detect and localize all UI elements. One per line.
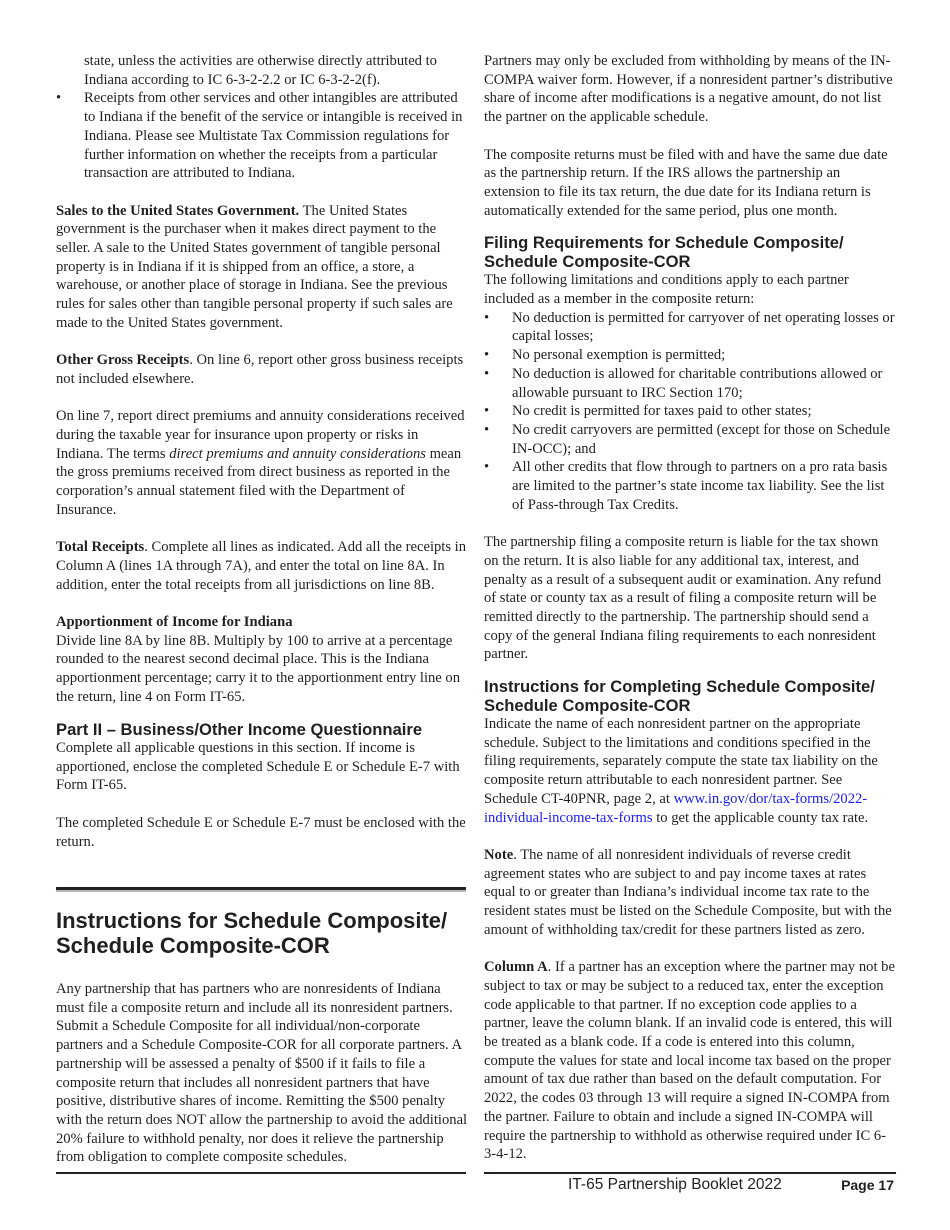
bullet-icon: •	[484, 365, 490, 382]
other-gross-lead: Other Gross Receipts	[56, 352, 190, 369]
bullet-icon: •	[484, 421, 490, 438]
list-item: • No deduction is permitted for carryover of net operating losses or capital losses;	[484, 309, 895, 345]
bullet-icon: •	[484, 459, 490, 476]
liability-text: The partnership filing a composite return is liable for the tax shown on the return. It is also liable for any additional tax, interest, and penalty as a result of a subsequent audit or examination. Any refund of state or county tax as a result of filing a composite return will be remitted directly to the partnership. The partnership should send a copy of the general Indiana filing requirements to each nonresident partner.	[484, 534, 882, 663]
page-number: Page 17	[841, 1177, 894, 1193]
due-date-text: The composite returns must be filed with and have the same due date as the partnership return. If the IRS allows the partnership an extension to file its tax return, the due date for its Indiana return is automatically extended for the same period, plus one month.	[484, 146, 888, 219]
us-government-lead: Sales to the United States Government.	[56, 202, 300, 219]
continued-bullet-text: state, unless the activities are otherwise directly attributed to Indiana according to IC 6-3-2-2.2 or IC 6-3-2-2(f).	[84, 53, 437, 88]
left-column	[56, 52, 468, 851]
line7-paragraph: On line 7, report direct premiums and annuity considerations received during the taxable year for insurance upon property or risks in Indiana. The terms direct premiums and annuity considerations mean the gross premiums received from direct business as reported in the corporation’s annual statement filed with the Department of Insurance.	[56, 408, 465, 518]
us-government-paragraph: Sales to the United States Government. The United States government is the purchaser when it makes direct payment to the seller. A sale to the United States government of tangible personal property is in Indiana if it is shipped from an office, a store, a warehouse, or another place of storage in Indiana. See the previous rules for sales other than tangible personal property if such sales are made to the United States government.	[56, 202, 453, 331]
list-item: • No deduction is allowed for charitable contributions allowed or allowable pursuant to IRC Section 170;	[484, 365, 883, 401]
bottom-rule-right	[484, 1172, 896, 1174]
part2-text2: The completed Schedule E or Schedule E-7 must be enclosed with the return.	[56, 814, 466, 850]
apportionment-text: Divide line 8A by line 8B. Multiply by 100 to arrive at a percentage rounded to the nearest second decimal place. This is the Indiana apportionment percentage; carry it to the apportionment entry line on the return, line 4 on Form IT-65.	[56, 632, 461, 705]
composite-heading: Instructions for Schedule Composite/ Schedule Composite-COR	[56, 908, 448, 958]
list-item: • No credit carryovers are permitted (except for those on Schedule IN-OCC); and	[484, 421, 891, 457]
part2-text1: Complete all applicable questions in this section. If income is apportioned, enclose the completed Schedule E or Schedule E-7 with Form IT-65.	[56, 740, 460, 794]
excluded-text: Partners may only be excluded from withholding by means of the IN-COMPA waiver form. However, if a nonresident partner’s distributive share of income after modifications is a negative amount, do not list the partner on the applicable schedule.	[484, 53, 893, 126]
total-receipts-lead: Total Receipts	[56, 539, 145, 556]
page-footer	[484, 1176, 896, 1196]
bullet-icon: •	[56, 90, 62, 107]
composite-text: Any partnership that has partners who are nonresidents of Indiana must file a composite return and include all its nonresident partners. Submit a Schedule Composite for all individual/non-corporate partners and a Schedule Composite-COR for all corporate partners. A partnership will be assessed a penalty of $500 if it fails to file a composite return that includes all nonresident partners that have positive, distributive shares of income. Remitting the $500 penalty with the return does NOT allow the partnership to avoid the additional 20% failure to withhold penalty, nor does it relieve the partnership from obligation to complete composite schedules.	[56, 981, 468, 1166]
note-paragraph: Note. The name of all nonresident individuals of reverse credit agreement states who are subject to and pay income taxes at rates equal to or greater than Indiana’s individual income tax rate to the resident states must be listed on the Schedule Composite, but with the amount of withholding tax/credit for these partners listed as zero.	[484, 846, 892, 938]
bottom-rule-left	[56, 1172, 466, 1174]
column-a-paragraph: Column A. If a partner has an exception where the partner may not be subject to tax or may be subject to a reduced tax, enter the exception code applicable to that partner. If no exception code applies to a partner, leave the column blank. If an invalid code is entered, this will be treated as a blank code. If a code is entered into this column, compute the values for state and local income tax based on the proper amount of tax due rather than based on the default computation. For 2022, the codes 03 through 13 will require a signed IN-COMPA from the partner. Failure to obtain and include a signed IN-COMPA will require the partnership to withhold as otherwise required under IC 6-3-4-12.	[484, 959, 895, 1163]
completing-heading: Instructions for Completing Schedule Composite/ Schedule Composite-COR	[484, 677, 875, 715]
tax-forms-link[interactable]: www.in.gov/dor/tax-forms/2022-individual-income-tax-forms	[484, 790, 868, 826]
list-item	[56, 89, 468, 183]
other-gross-receipts-paragraph: Other Gross Receipts. On line 6, report other gross business receipts not included elsewhere.	[56, 352, 464, 387]
part2-heading: Part II – Business/Other Income Questionnaire	[56, 719, 423, 739]
completing-text: Indicate the name of each nonresident partner on the appropriate schedule. Subject to the limitations and conditions specified in the filing requirements, separately compute the state tax liability on the composite return attributable to each nonresident partner. See Schedule CT-40PNR, page 2, at www.in.gov/dor/tax-forms/2022-individual-income-tax-forms to get the applicable county tax rate.	[484, 716, 878, 826]
apportionment-heading: Apportionment of Income for Indiana	[56, 614, 293, 631]
bullet-icon: •	[484, 403, 490, 420]
list-item: • All other credits that flow through to partners on a pro rata basis are limited to the partner’s state income tax liability. See the list of Pass-through Tax Credits.	[484, 459, 888, 513]
note-lead: Note	[484, 846, 514, 863]
bullet-list	[56, 89, 468, 183]
filing-requirements-intro: The following limitations and conditions apply to each partner included as a member in the composite return:	[484, 272, 849, 308]
composite-section	[56, 908, 468, 1167]
list-item: • No personal exemption is permitted;	[484, 347, 726, 364]
section-divider	[56, 887, 466, 892]
right-column	[484, 52, 896, 1164]
total-receipts-paragraph: Total Receipts. Complete all lines as indicated. Add all the receipts in Column A (lines 1A through 7A), and enter the total on line 8A. In addition, enter the total receipts from all jurisdictions on line 8B.	[56, 539, 467, 593]
bullet-icon: •	[484, 347, 490, 364]
bullet-icon: •	[484, 309, 490, 326]
bullet-services-text: Receipts from other services and other intangibles are attributed to Indiana if the benefit of the service or intangible is received in Indiana. Please see Multistate Tax Commission regulations for further information on whether the receipts from a particular transaction are attributed to Indiana.	[84, 90, 463, 182]
filing-requirements-list	[484, 309, 896, 515]
filing-requirements-heading: Filing Requirements for Schedule Composite/ Schedule Composite-COR	[484, 233, 844, 271]
booklet-title: IT-65 Partnership Booklet 2022	[568, 1176, 782, 1193]
column-a-lead: Column A	[484, 959, 548, 976]
list-item: • No credit is permitted for taxes paid to other states;	[484, 403, 812, 420]
